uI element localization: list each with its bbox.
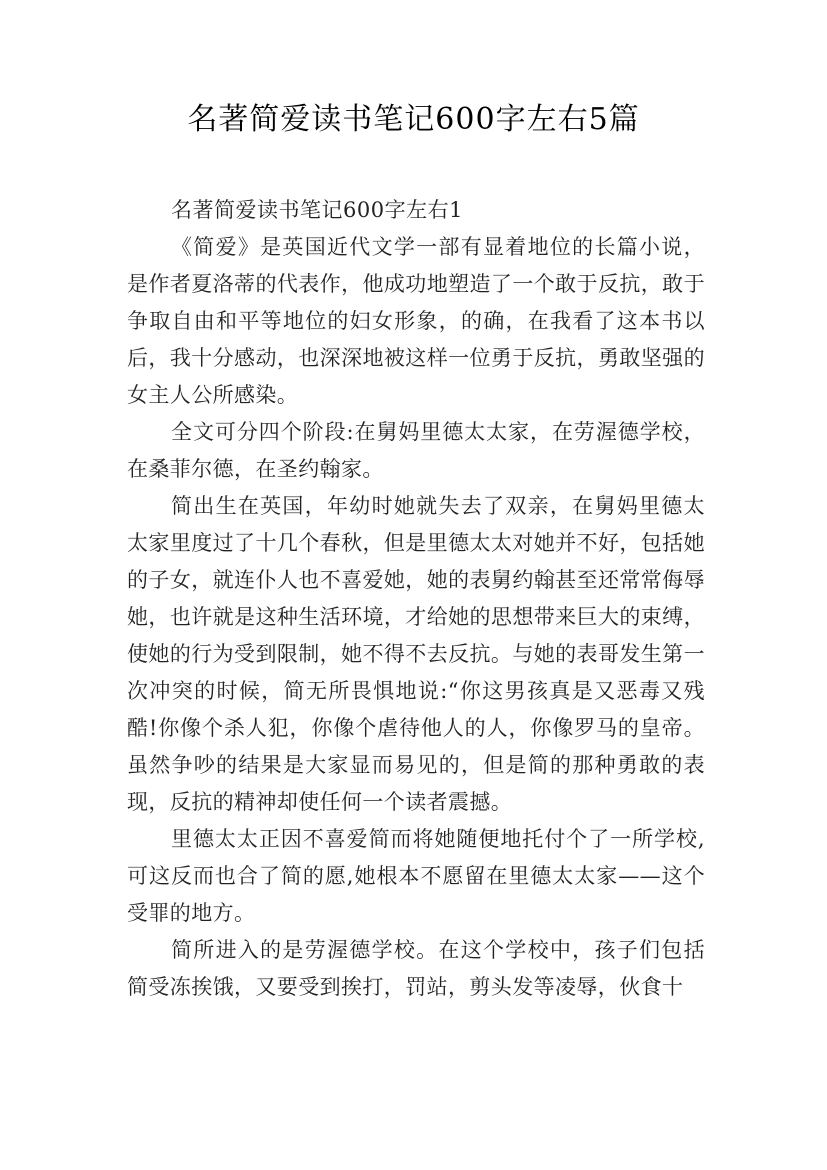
document-body bbox=[127, 192, 705, 1006]
section-heading: 名著简爱读书笔记600字左右1 bbox=[171, 198, 463, 222]
document-title: 名著简爱读书笔记600字左右5篇 bbox=[187, 102, 640, 137]
paragraph-intro: 《简爱》是英国近代文学一部有显着地位的长篇小说，是作者夏洛蒂的代表作，他成功地塑造了一个敢于反抗，敢于争取自由和平等地位的妇女形象，的确，在我看了这本书以后，我十分感动，也深深地被这样一位勇于反抗，勇敢坚强的女主人公所感染。 bbox=[127, 235, 705, 407]
paragraph-lowood: 简所进入的是劳渥德学校。在这个学校中，孩子们包括简受冻挨饿，又要受到挨打，罚站，剪头发等凌辱，伙食十 bbox=[127, 938, 705, 999]
paragraph-childhood: 简出生在英国，年幼时她就失去了双亲，在舅妈里德太太家里度过了十几个春秋，但是里德太太对她并不好，包括她的子女，就连仆人也不喜爱她，她的表舅约翰甚至还常常侮辱她，也许就是这种生活环境，才给她的思想带来巨大的束缚，使她的行为受到限制，她不得不去反抗。与她的表哥发生第一次冲突的时候，简无所畏惧地说:“你这男孩真是又恶毒又残酷!你像个杀人犯，你像个虐待他人的人，你像罗马的皇帝。虽然争吵的结果是大家显而易见的，但是简的那种勇敢的表现，反抗的精神却使任何一个读者震撼。 bbox=[127, 494, 705, 814]
paragraph-stages: 全文可分四个阶段:在舅妈里德太太家，在劳渥德学校，在桑菲尔德，在圣约翰家。 bbox=[127, 420, 705, 481]
paragraph-school-sent: 里德太太正因不喜爱简而将她随便地托付个了一所学校,可这反而也合了简的愿,她根本不愿留在里德太太家——这个受罪的地方。 bbox=[127, 827, 705, 925]
